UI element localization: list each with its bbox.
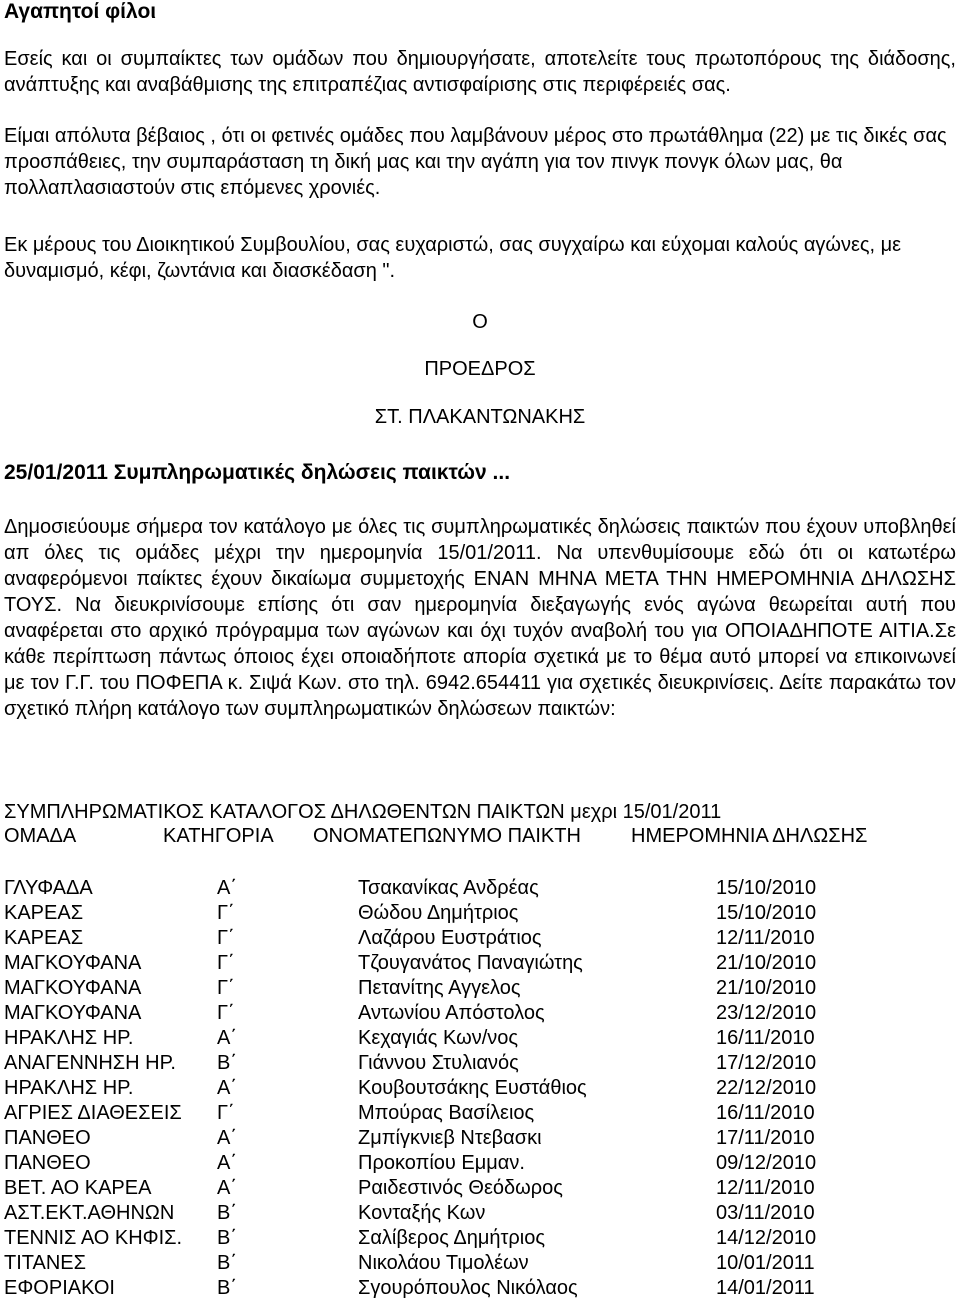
row-player-name: Θώδου Δημήτριος [358, 902, 519, 924]
row-date: 15/10/2010 [716, 877, 817, 899]
row-player-name: Σγουρόπουλος Νικόλαος [358, 1277, 578, 1299]
header-player-name: ΟΝΟΜΑΤΕΠΩΝΥΜΟ ΠΑΙΚΤΗ [313, 825, 581, 847]
row-category: Γ΄ [217, 927, 235, 949]
player-row [0, 1201, 960, 1226]
row-category: Β΄ [217, 1252, 237, 1274]
row-player-name: Κονταξής Κων [358, 1202, 486, 1224]
row-category: Β΄ [217, 1277, 237, 1299]
row-team: ΚΑΡΕΑΣ [4, 902, 84, 924]
row-player-name: Ραιδεστινός Θεόδωρος [358, 1177, 563, 1199]
row-category: Α΄ [217, 1127, 237, 1149]
player-row [0, 876, 960, 901]
row-date: 22/12/2010 [716, 1077, 817, 1099]
player-row [0, 1001, 960, 1026]
row-player-name: Τσακανίκας Ανδρέας [358, 877, 539, 899]
player-row [0, 1076, 960, 1101]
row-player-name: Νικολάου Τιμολέων [358, 1252, 529, 1274]
greeting-heading: Αγαπητοί φίλοι [4, 0, 157, 23]
row-date: 17/11/2010 [716, 1127, 815, 1149]
row-category: Α΄ [217, 877, 237, 899]
row-date: 09/12/2010 [716, 1152, 817, 1174]
player-row [0, 951, 960, 976]
signature-article: Ο [472, 311, 488, 333]
row-category: Β΄ [217, 1202, 237, 1224]
row-team: ΜΑΓΚΟΥΦΑΝΑ [4, 1002, 142, 1024]
row-date: 12/11/2010 [716, 927, 815, 949]
row-player-name: Λαζάρου Ευστράτιος [358, 927, 542, 949]
player-row [0, 1251, 960, 1276]
row-team: ΜΑΓΚΟΥΦΑΝΑ [4, 977, 142, 999]
row-player-name: Γιάννου Στυλιανός [358, 1052, 519, 1074]
row-player-name: Κουβουτσάκης Ευστάθιος [358, 1077, 587, 1099]
row-team: ΗΡΑΚΛΗΣ ΗΡ. [4, 1027, 134, 1049]
row-player-name: Σαλίβερος Δημήτριος [358, 1227, 545, 1249]
row-team: ΜΑΓΚΟΥΦΑΝΑ [4, 952, 142, 974]
row-player-name: Πετανίτης Αγγελος [358, 977, 521, 999]
row-category: Γ΄ [217, 977, 235, 999]
news-body: Δημοσιεύουμε σήμερα τον κατάλογο με όλες τις συμπληρωματικές δηλώσεις παικτών που έχουν υποβληθεί απ όλες τις ομάδες μέχρι την ημερομηνία 15/01/2011. Να υπενθυμίσουμε εδώ ότι οι κατωτέρω αναφερόμενοι παίκτες έχουν δικαίωμα συμμετοχής ΕΝΑΝ ΜΗΝΑ ΜΕΤΑ ΤΗΝ ΗΜΕΡΟΜΗΝΙΑ ΔΗΛΩΣΗΣ ΤΟΥΣ. Να διευκρινίσουμε επίσης ότι σαν ημερομηνία διεξαγωγής ενός αγώνα θεωρείται αυτή που αναφέρεται στο αρχικό πρόγραμμα των αγώνων και όχι τυχόν αναβολή του για ΟΠΟΙΑΔΗΠΟΤΕ ΑΙΤΙΑ.Σε κάθε περίπτωση πάντως όποιος έχει οποιαδήποτε απορία σχετικά με το θέμα αυτό μπορεί να επικοινωνεί με τον Γ.Γ. του ΠΟΦΕΠΑ κ. Σιψά Κων. στο τηλ. 6942.654411 για σχετικές διευκρινίσεις. Δείτε παρακάτω τον σχετικό πλήρη κατάλογο των συμπληρωματικών δηλώσεων παικτών: [4, 516, 956, 720]
row-team: ΓΛΥΦΑΔΑ [4, 877, 93, 899]
row-category: Γ΄ [217, 902, 235, 924]
row-player-name: Κεχαγιάς Κων/νος [358, 1027, 519, 1049]
row-player-name: Προκοπίου Εμμαν. [358, 1152, 525, 1174]
player-row [0, 1276, 960, 1301]
row-category: Α΄ [217, 1077, 237, 1099]
row-category: Γ΄ [217, 1102, 235, 1124]
row-category: Γ΄ [217, 1002, 235, 1024]
header-category: ΚΑΤΗΓΟΡΙΑ [163, 825, 274, 847]
row-category: Β΄ [217, 1227, 237, 1249]
row-date: 21/10/2010 [716, 977, 817, 999]
row-team: ΕΦΟΡΙΑΚΟΙ [4, 1277, 115, 1299]
row-date: 03/11/2010 [716, 1202, 815, 1224]
row-team: ΠΑΝΘΕΟ [4, 1152, 91, 1174]
player-row [0, 1126, 960, 1151]
row-category: Α΄ [217, 1152, 237, 1174]
row-category: Α΄ [217, 1027, 237, 1049]
row-team: ΤΕΝΝΙΣ ΑΟ ΚΗΦΙΣ. [4, 1227, 183, 1249]
thanks-paragraph: Εκ μέρους του Διοικητικού Συμβουλίου, σας ευχαριστώ, σας συγχαίρω και εύχομαι καλούς αγώνες, με δυναμισμό, κέφι, ζωντάνια και διασκέδαση ". [4, 234, 902, 282]
row-date: 14/12/2010 [716, 1227, 817, 1249]
row-date: 15/10/2010 [716, 902, 817, 924]
row-category: Β΄ [217, 1052, 237, 1074]
row-date: 12/11/2010 [716, 1177, 815, 1199]
player-row [0, 1226, 960, 1251]
row-date: 10/01/2011 [716, 1252, 815, 1274]
row-date: 21/10/2010 [716, 952, 817, 974]
news-heading: 25/01/2011 Συμπληρωματικές δηλώσεις παικτών ... [4, 461, 511, 484]
row-team: ΤΙΤΑΝΕΣ [4, 1252, 86, 1274]
player-row [0, 1176, 960, 1201]
player-row [0, 976, 960, 1001]
row-player-name: Αντωνίου Απόστολος [358, 1002, 545, 1024]
list-title: ΣΥΜΠΛΗΡΩΜΑΤΙΚΟΣ ΚΑΤΑΛΟΓΟΣ ΔΗΛΩΘΕΝΤΩΝ ΠΑΙΚΤΩΝ μεχρι 15/01/2011 [4, 801, 722, 823]
row-team: ΑΓΡΙΕΣ ΔΙΑΘΕΣΕΙΣ [4, 1102, 182, 1124]
row-team: ΗΡΑΚΛΗΣ ΗΡ. [4, 1077, 134, 1099]
player-row [0, 1051, 960, 1076]
player-row [0, 1101, 960, 1126]
player-row [0, 1026, 960, 1051]
row-category: Α΄ [217, 1177, 237, 1199]
row-player-name: Ζμπίγκνιεβ Ντεβασκι [358, 1127, 542, 1149]
signature-title: ΠΡΟΕΔΡΟΣ [424, 358, 536, 380]
row-date: 23/12/2010 [716, 1002, 817, 1024]
row-date: 16/11/2010 [716, 1027, 815, 1049]
row-team: ΑΝΑΓΕΝΝΗΣΗ ΗΡ. [4, 1052, 176, 1074]
player-row [0, 901, 960, 926]
row-team: ΒΕΤ. ΑΟ ΚΑΡΕΑ [4, 1177, 152, 1199]
row-category: Γ΄ [217, 952, 235, 974]
confidence-paragraph: Είμαι απόλυτα βέβαιος , ότι οι φετινές ομάδες που λαμβάνουν μέρος στο πρωτάθλημα (22) με τις δικές σας προσπάθειες, την συμπαράσταση τη δική μας και την αγάπη για τον πινγκ πονγκ όλων μας, θα πολλαπλασιαστούν στις επόμενες χρονιές. [4, 125, 947, 199]
player-row [0, 1151, 960, 1176]
row-team: ΚΑΡΕΑΣ [4, 927, 84, 949]
header-team: ΟΜΑΔΑ [4, 825, 77, 847]
signature-name: ΣΤ. ΠΛΑΚΑΝΤΩΝΑΚΗΣ [374, 406, 586, 428]
row-team: ΠΑΝΘΕΟ [4, 1127, 91, 1149]
row-date: 14/01/2011 [716, 1277, 815, 1299]
row-date: 16/11/2010 [716, 1102, 815, 1124]
player-list [0, 876, 960, 1301]
row-player-name: Τζουγανάτος Παναγιώτης [358, 952, 583, 974]
row-team: ΑΣΤ.ΕΚΤ.ΑΘΗΝΩΝ [4, 1202, 175, 1224]
intro-paragraph: Εσείς και οι συμπαίκτες των ομάδων που δημιουργήσατε, αποτελείτε τους πρωτοπόρους της διάδοσης, ανάπτυξης και αναβάθμισης της επιτραπέζιας αντισφαίρισης στις περιφέρειές σας. [4, 48, 956, 96]
header-date: ΗΜΕΡΟΜΗΝΙΑ ΔΗΛΩΣΗΣ [631, 825, 868, 847]
row-date: 17/12/2010 [716, 1052, 817, 1074]
player-row [0, 926, 960, 951]
row-player-name: Μπούρας Βασίλειος [358, 1102, 535, 1124]
